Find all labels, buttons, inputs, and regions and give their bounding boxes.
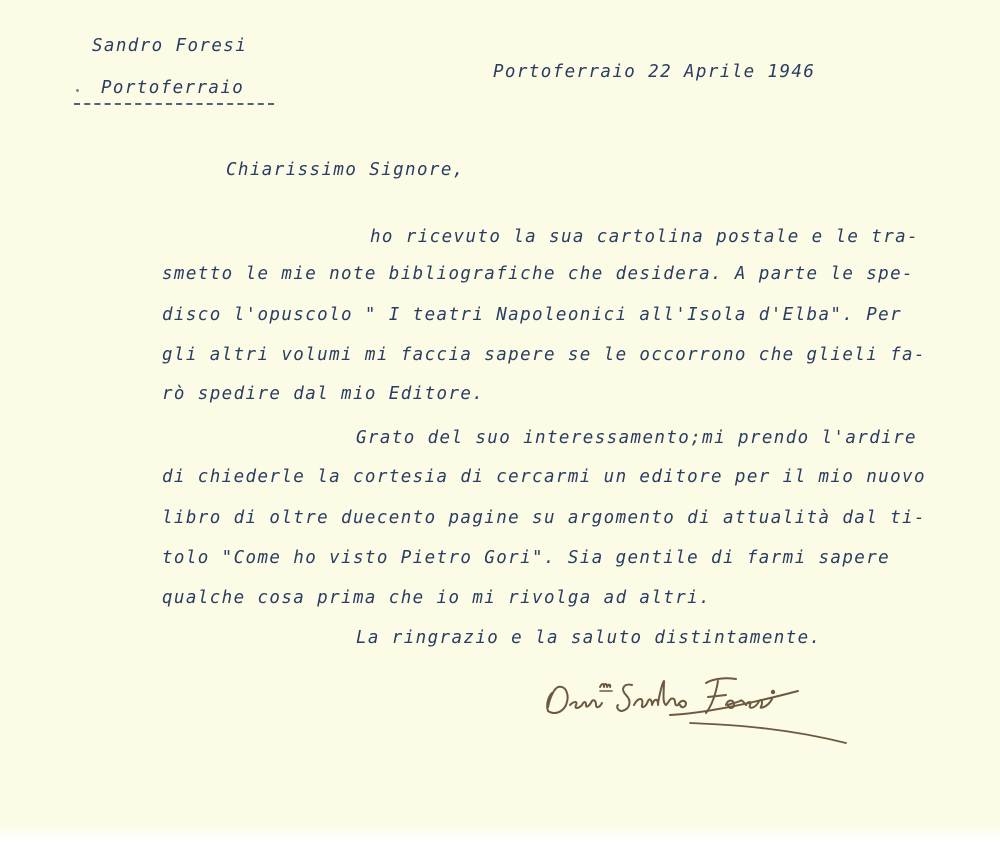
sender-name: Sandro Foresi [92,36,248,56]
body-line-7: di chiederle la cortesia di cercarmi un editore per il mio nuovo [162,467,926,487]
body-line-3: disco l'opuscolo " I teatri Napoleonici all'Isola d'Elba". Per [162,305,903,325]
body-line-9: tolo "Come ho visto Pietro Gori". Sia gentile di farmi sapere [162,548,891,568]
handwritten-signature [540,665,860,750]
dot-mark [76,89,79,92]
body-line-1: ho ricevuto la sua cartolina postale e le tra- [370,227,920,247]
body-line-2: smetto le mie note bibliografiche che desidera. A parte le spe- [162,264,914,284]
sender-place: Portoferraio [101,78,245,98]
body-line-6: Grato del suo interessamento;mi prendo l'ardire [356,428,917,448]
salutation: Chiarissimo Signore, [226,160,465,180]
body-line-8: libro di oltre duecento pagine su argomento di attualità dal ti- [162,508,926,528]
underline-dashes [74,103,274,105]
body-line-4: gli altri volumi mi faccia sapere se le occorrono che glieli fa- [162,345,926,365]
body-line-5: rò spedire dal mio Editore. [162,384,485,404]
date-line: Portoferraio 22 Aprile 1946 [493,62,816,82]
body-line-10: qualche cosa prima che io mi rivolga ad altri. [162,588,712,608]
closing-line: La ringrazio e la saluto distintamente. [356,628,822,648]
